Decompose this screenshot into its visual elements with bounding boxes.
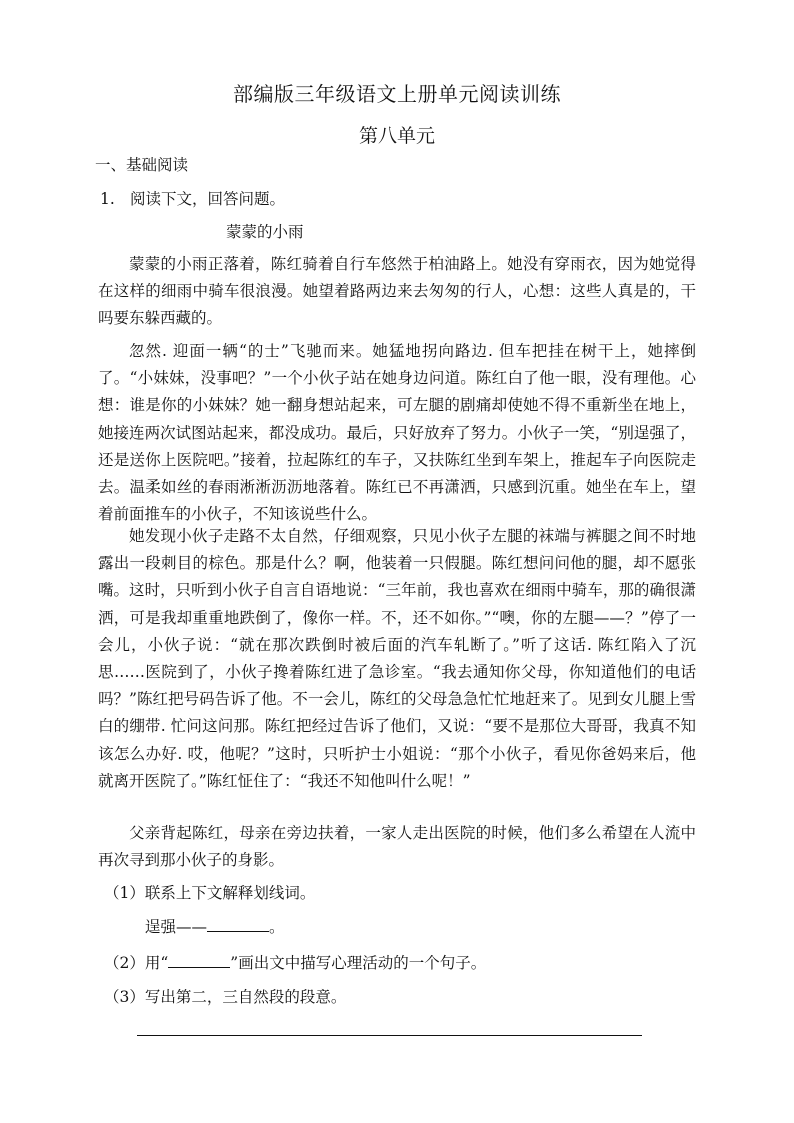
story-paragraph-4: 父亲背起陈红，母亲在旁边扶着，一家人走出医院的时候，他们多么希望在人流中再次寻到那小伙子的身影。 [98,824,696,870]
story-title: 蒙蒙的小雨 [226,223,304,241]
story-paragraph-2: 忽然. 迎面一辆“的士”飞驰而来。她猛地拐向路边. 但车把挂在树干上，她摔倒了。“小妹妹，没事吧？”一个小伙子站在她身边问道。陈红白了他一眼，没有理他。心想：谁是你的小妹妹？她一翻身想站起来，可左腿的剧痛却使她不得不重新坐在地上，她接连两次试图站起来，都没成功。最后，只好放弃了努力。小伙子一笑，“别逞强了，还是送你上医院吧。”接着，拉起陈红的车子，又扶陈红坐到车架上，推起车子向医院走去。温柔如丝的春雨淅淅沥沥地落着。陈红已不再潇洒，只感到沉重。她坐在车上，望着前面推车的小伙子，不知该说些什么。 [98,342,696,524]
underline-sample [168,952,230,968]
story-paragraph-1: 蒙蒙的小雨正落着，陈红骑着自行车悠然于柏油路上。她没有穿雨衣，因为她觉得在这样的细雨中骑车很浪漫。她望着路两边来去匆匆的行人，心想：这些人真是的，干吗要东躲西藏的。 [98,255,696,328]
question-1-prompt [100,187,285,209]
question-instruction: 阅读下文，回答问题。 [130,190,286,208]
sub-question-1-answer [145,915,285,937]
sub-question-2-pre: （2）用“ [104,954,169,972]
sub-question-1: （1）联系上下文解释划线词。 [104,884,316,902]
worksheet-title: 部编版三年级语文上册单元阅读训练 [233,82,561,106]
answer-line[interactable] [137,1035,642,1036]
underlined-word: 逞强—— [145,918,208,936]
question-number: 1. [100,190,115,208]
story-paragraph-3: 她发现小伙子走路不太自然，仔细观察，只见小伙子左腿的袜端与裤腿之间不时地露出一段刺目的棕色。那是什么？啊，他装着一只假腿。陈红想问问他的腿，却不愿张嘴。这时，只听到小伙子自言自语地说：“三年前，我也喜欢在细雨中骑车，那的确很潇洒，可是我却重重地跌倒了，像你一样。不，还不如你。”“噢，你的左腿——？”停了一会儿，小伙子说：“就在那次跌倒时被后面的汽车轧断了。”听了这话. 陈红陷入了沉思……医院到了，小伙子搀着陈红进了急诊室。“我去通知你父母，你知道他们的电话吗？”陈红把号码告诉了他。不一会儿，陈红的父母急急忙忙地赶来了。见到女儿腿上雪白的绷带. 忙问这问那。陈红把经过告诉了他们，又说：“要不是那位大哥哥，我真不知该怎么办好. 哎，他呢？”这时，只听护士小姐说：“那个小伙子，看见你爸妈来后，他就离开医院了。”陈红怔住了：“我还不知他叫什么呢！” [98,527,696,790]
sub-question-2-post: ”画出文中描写心理活动的一个句子。 [230,954,487,972]
answer-blank[interactable] [207,916,269,932]
answer-blank-end: 。 [269,918,285,936]
sub-question-3: （3）写出第二，三自然段的段意。 [104,988,347,1006]
unit-heading: 第八单元 [358,125,435,147]
section-heading: 一、基础阅读 [95,156,189,174]
sub-question-2 [104,951,486,973]
